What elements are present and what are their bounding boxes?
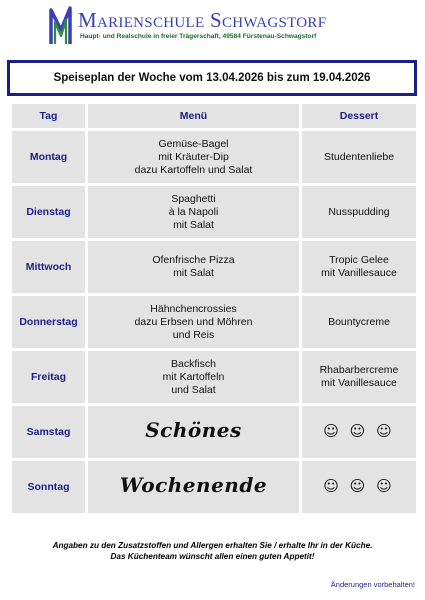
menu-line: mit Salat	[173, 218, 214, 231]
column-header-dessert: Dessert	[302, 104, 416, 128]
day-cell: Sonntag	[12, 461, 85, 513]
dessert-line: Rhabarbercreme	[319, 364, 399, 376]
menu-title-box	[7, 60, 417, 96]
column-header-menu: Menü	[88, 104, 299, 128]
dessert-cell	[302, 186, 416, 238]
appetite-note-line: Das Küchenteam wünscht allen einen guten Appetit!	[110, 552, 315, 561]
dessert-line: Studentenliebe	[323, 150, 395, 163]
table-row	[12, 461, 416, 513]
menu-line: mit Kartoffeln	[162, 370, 225, 383]
menu-title: Speiseplan der Woche vom 13.04.2026 bis zum 19.04.2026	[53, 72, 371, 84]
day-cell: Samstag	[12, 406, 85, 458]
dessert-cell	[302, 406, 416, 458]
menu-line: Spaghetti	[171, 192, 216, 205]
menu-line: dazu Kartoffeln und Salat	[134, 163, 253, 176]
menu-cell	[88, 131, 299, 183]
menu-line: Hähnchencrossies	[150, 302, 237, 315]
smiley-icon: ☺ ☺ ☺	[323, 421, 395, 440]
day-cell: Dienstag	[12, 186, 85, 238]
menu-line: à la Napoli	[168, 205, 219, 218]
school-name: Marienschule Schwagstorf	[78, 8, 327, 32]
table-row	[12, 296, 416, 348]
menu-line: dazu Erbsen und Möhren	[134, 315, 253, 328]
table-header-row	[12, 104, 416, 128]
menu-cell	[88, 296, 299, 348]
dessert-cell	[302, 461, 416, 513]
table-row	[12, 351, 416, 403]
menu-line: Gemüse-Bagel	[158, 137, 229, 150]
menu-line: Backfisch	[171, 357, 216, 370]
weekend-script-text: Schönes	[145, 417, 242, 442]
menu-cell	[88, 351, 299, 403]
menu-line: mit Kräuter-Dip	[158, 150, 229, 163]
menu-line: und Reis	[172, 328, 215, 341]
day-cell: Freitag	[12, 351, 85, 403]
dessert-cell	[302, 296, 416, 348]
menu-line: Ofenfrische Pizza	[152, 254, 235, 266]
day-cell: Mittwoch	[12, 241, 85, 293]
menu-cell	[88, 461, 299, 513]
day-cell: Montag	[12, 131, 85, 183]
dessert-cell	[302, 351, 416, 403]
table-row	[12, 241, 416, 293]
allergen-note-line: Angaben zu den Zusatzstoffen und Allergen erhalten Sie / erhalte Ihr in der Küche.	[52, 541, 373, 550]
column-header-day: Tag	[12, 104, 85, 128]
dessert-cell	[302, 241, 416, 293]
menu-table	[9, 101, 419, 516]
menu-line: und Salat	[171, 383, 216, 396]
page-header	[0, 0, 425, 52]
school-logo-icon	[48, 4, 76, 48]
dessert-cell	[302, 131, 416, 183]
school-subtitle: Haupt- und Realschule in freier Trägerschaft, 49584 Fürstenau-Schwagstorf	[80, 33, 317, 40]
dessert-line: mit Vanillesauce	[321, 377, 397, 389]
menu-cell	[88, 186, 299, 238]
smiley-icon: ☺ ☺ ☺	[323, 476, 395, 495]
dessert-line: Bountycreme	[328, 315, 390, 328]
dessert-line: Tropic Gelee	[329, 254, 389, 266]
menu-cell	[88, 406, 299, 458]
allergen-note	[0, 540, 425, 562]
table-row	[12, 406, 416, 458]
menu-line: mit Salat	[173, 267, 214, 279]
table-row	[12, 186, 416, 238]
weekend-script-text: Wochenende	[119, 472, 268, 497]
changes-reserved-note: Änderungen vorbehalten!	[330, 580, 415, 589]
day-cell: Donnerstag	[12, 296, 85, 348]
menu-cell	[88, 241, 299, 293]
dessert-line: Nusspudding	[328, 205, 390, 218]
table-row	[12, 131, 416, 183]
dessert-line: mit Vanillesauce	[321, 267, 397, 279]
